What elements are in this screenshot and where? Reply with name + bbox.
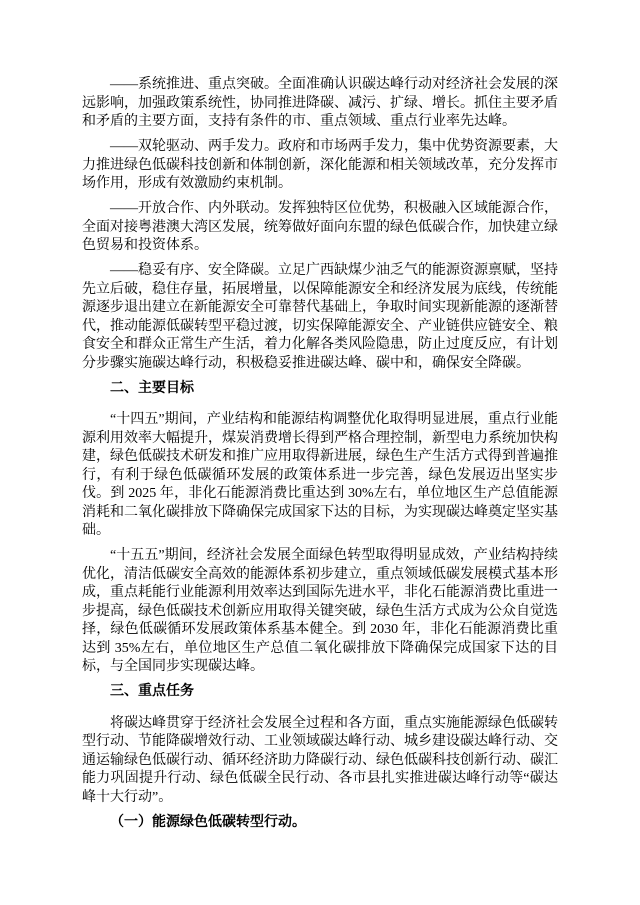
paragraph-principle-open-cooperation: ——开放合作、内外联动。发挥独特区位优势，积极融入区域能源合作，全面对接粤港澳大湾区发展，统筹做好面向东盟的绿色低碳合作，加快建立绿色贸易和投资体系。 xyxy=(82,201,558,253)
paragraph-ten-major-actions: 将碳达峰贯穿于经济社会发展全过程和各方面，重点实施能源绿色低碳转型行动、节能降碳增效行动、工业领域碳达峰行动、城乡建设碳达峰行动、交通运输绿色低碳行动、循环经济助力降碳行动、绿色低碳科技创新行动、碳汇能力巩固提升行动、绿色低碳全民行动、各市县扎实推进碳达峰行动等“碳达峰十大行动”。 xyxy=(82,715,558,805)
paragraph-principle-dual-drive: ——双轮驱动、两手发力。政府和市场两手发力，集中优势资源要素，大力推进绿色低碳科技创新和体制创新，深化能源和相关领域改革，充分发挥市场作用，形成有效激励约束机制。 xyxy=(82,139,558,191)
paragraph-goals-15th-five-year: “十五五”期间，经济社会发展全面绿色转型取得明显成效，产业结构持续优化，清洁低碳安全高效的能源体系初步建立，重点领域低碳发展模式基本形成，重点耗能行业能源利用效率达到国际先进水平，非化石能源消费比重进一步提高，绿色低碳技术创新应用取得关键突破，绿色生活方式成为公众自觉选择，绿色低碳循环发展政策体系基本健全。到 2030 年，非化石能源消费比重达到 35%左右，单位地区生产总值二氧化碳排放下降确保完成国家下达的目标，与全国同步实现碳达峰。 xyxy=(82,548,558,674)
paragraph-principle-safe-carbon-reduction: ——稳妥有序、安全降碳。立足广西缺煤少油乏气的能源资源禀赋，坚持先立后破，稳住存量，拓展增量，以保障能源安全和经济发展为底线，传统能源逐步退出建立在新能源安全可靠替代基础上，争取时间实现新能源的逐渐替代，推动能源低碳转型平稳过渡，切实保障能源安全、产业链供应链安全、粮食安全和群众正常生产生活，着力化解各类风险隐患，防止过度反应，有计划分步骤实施碳达峰行动，积极稳妥推进碳达峰、碳中和，确保安全降碳。 xyxy=(82,263,558,371)
paragraph-goals-14th-five-year: “十四五”期间，产业结构和能源结构调整优化取得明显进展，重点行业能源利用效率大幅提升，煤炭消费增长得到严格合理控制，新型电力系统加快构建，绿色低碳技术研发和推广应用取得新进展，绿色生产生活方式得到普遍推行，有利于绿色低碳循环发展的政策体系进一步完善，绿色发展迈出坚实步伐。到 2025 年，非化石能源消费比重达到 30%左右，单位地区生产总值能源消耗和二氧化碳排放下降确保完成国家下达的目标，为实现碳达峰奠定坚实基础。 xyxy=(82,412,558,538)
section-heading-key-tasks: 三、重点任务 xyxy=(110,684,194,699)
subsection-heading-energy-green-transition: （一）能源绿色低碳转型行动。 xyxy=(110,814,306,830)
section-heading-main-goals: 二、主要目标 xyxy=(110,380,194,396)
paragraph-principle-systematic: ——系统推进、重点突破。全面准确认识碳达峰行动对经济社会发展的深远影响，加强政策系统性，协同推进降碳、减污、扩绿、增长。抓住主要矛盾和矛盾的主要方面，支持有条件的市、重点领域、重点行业率先达峰。 xyxy=(82,77,558,129)
